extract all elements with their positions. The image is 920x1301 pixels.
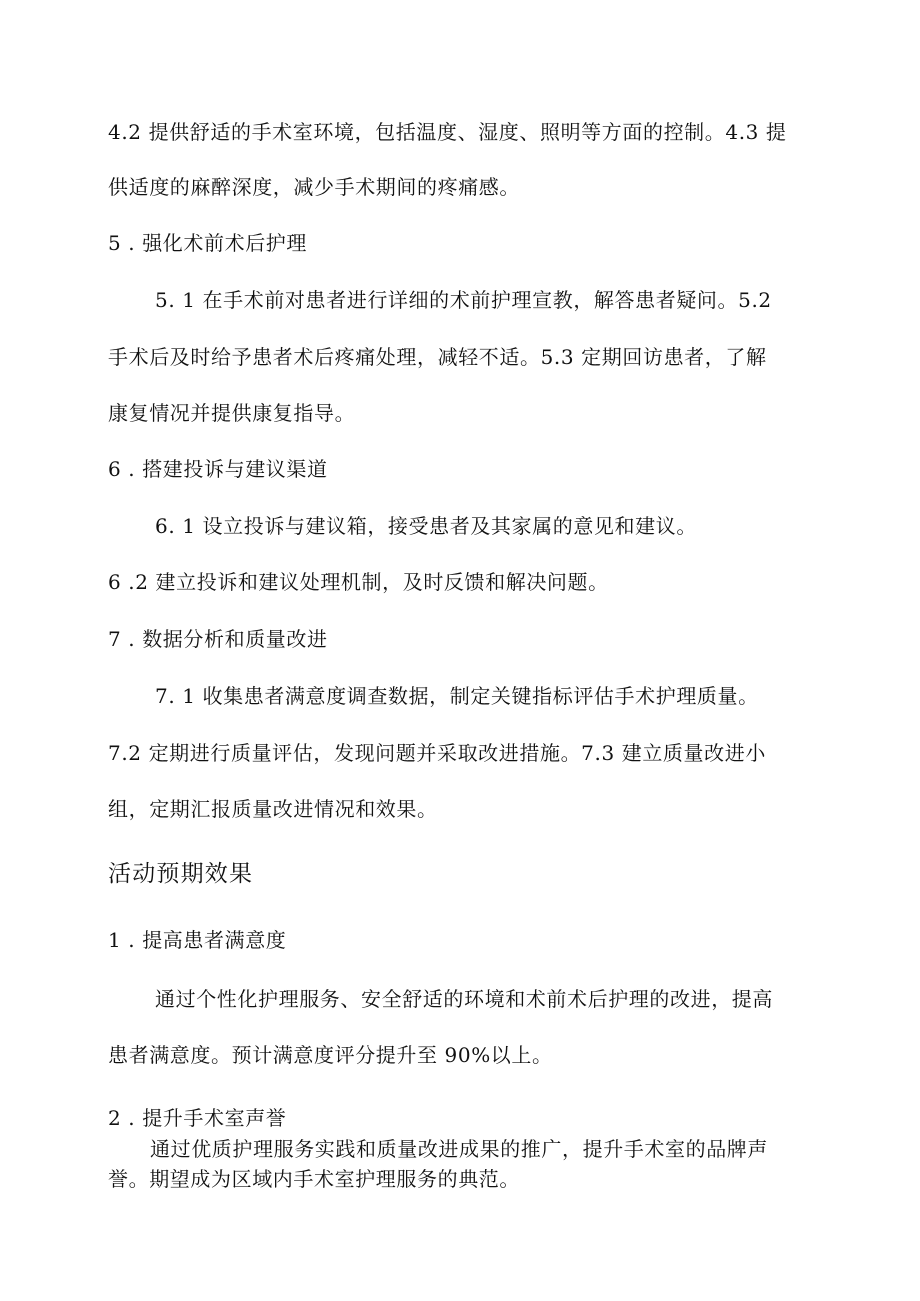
- text-line: 7. 1 收集患者满意度调查数据，制定关键指标评估手术护理质量。: [155, 684, 759, 708]
- text-line: 组，定期汇报质量改进情况和效果。: [108, 797, 438, 821]
- text-line: 7.2 定期进行质量评估，发现问题并采取改进措施。7.3 建立质量改进小: [108, 741, 766, 765]
- section-heading: 6 . 搭建投诉与建议渠道: [108, 457, 328, 481]
- text-line: 6 .2 建立投诉和建议处理机制，及时反馈和解决问题。: [108, 570, 609, 594]
- text-line: 康复情况并提供康复指导。: [108, 401, 356, 425]
- section-heading: 1 . 提高患者满意度: [108, 928, 287, 952]
- text-line: 4.2 提供舒适的手术室环境，包括温度、湿度、照明等方面的控制。4.3 提: [108, 120, 787, 144]
- section-heading: 7 . 数据分析和质量改进: [108, 627, 328, 651]
- chapter-heading: 活动预期效果: [108, 861, 254, 887]
- text-line: 誉。期望成为区域内手术室护理服务的典范。: [108, 1167, 520, 1191]
- text-line: 患者满意度。预计满意度评分提升至 90%以上。: [108, 1043, 553, 1067]
- text-line: 6. 1 设立投诉与建议箱，接受患者及其家属的意见和建议。: [155, 514, 697, 538]
- section-heading: 5 . 强化术前术后护理: [108, 231, 307, 255]
- section-heading: 2 . 提升手术室声誉: [108, 1106, 287, 1130]
- text-line: 通过优质护理服务实践和质量改进成果的推广，提升手术室的品牌声: [150, 1137, 768, 1161]
- text-line: 手术后及时给予患者术后疼痛处理，减轻不适。5.3 定期回访患者，了解: [108, 345, 767, 369]
- text-line: 通过个性化护理服务、安全舒适的环境和术前术后护理的改进，提高: [155, 987, 773, 1011]
- text-line: 5. 1 在手术前对患者进行详细的术前护理宣教，解答患者疑问。5.2: [155, 288, 772, 312]
- text-line: 供适度的麻醉深度，减少手术期间的疼痛感。: [108, 175, 520, 199]
